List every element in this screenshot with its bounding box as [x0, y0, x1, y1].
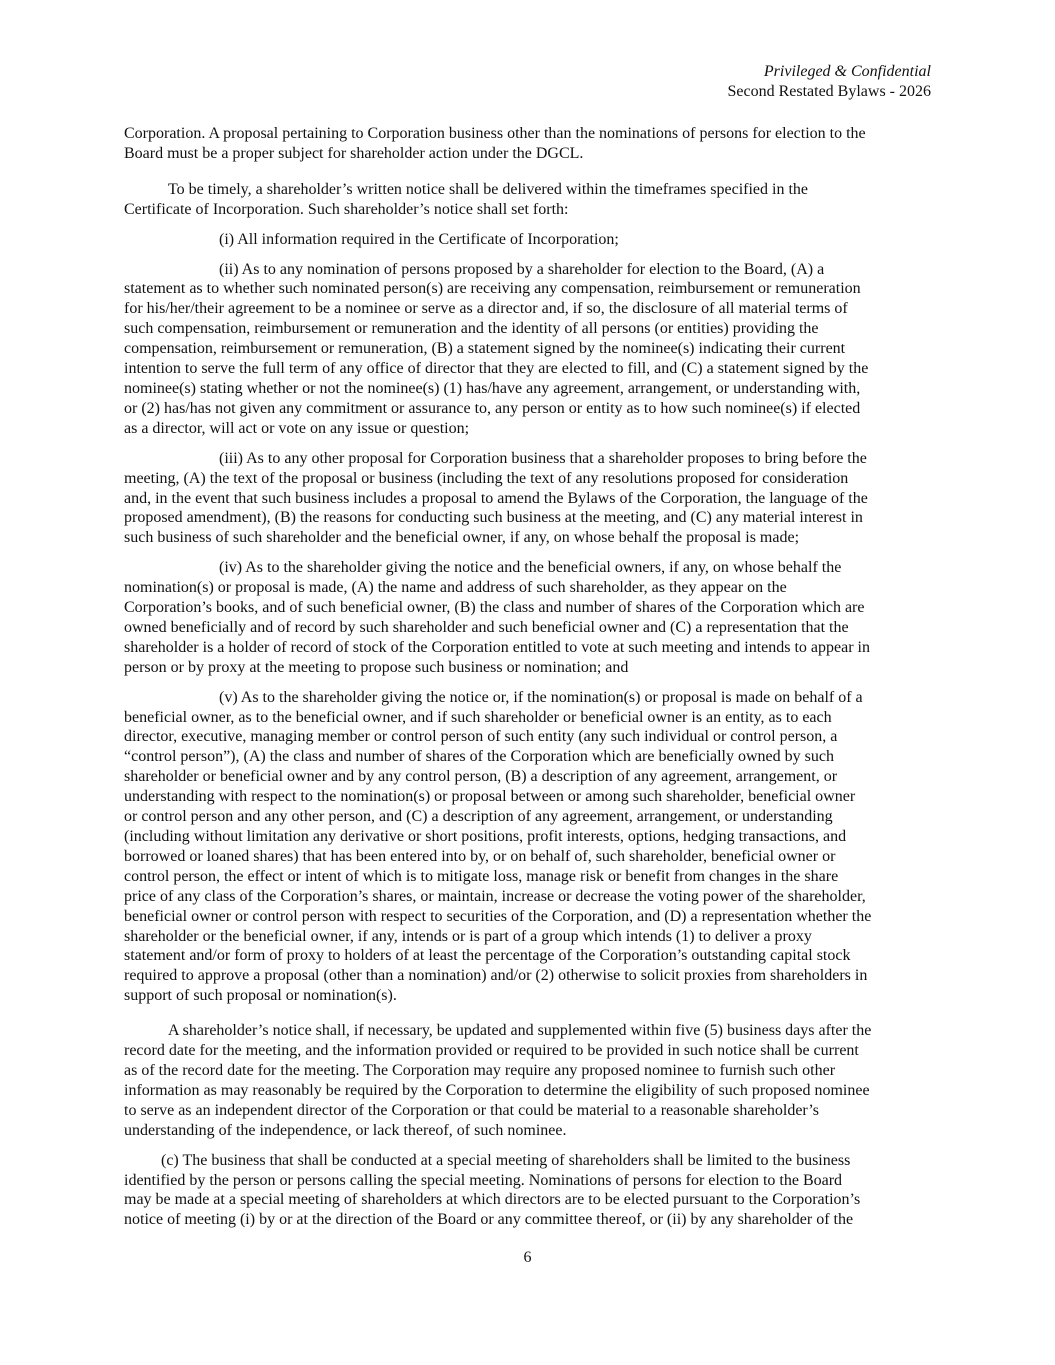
text-line: shareholder or the beneficial owner, if any, intends or is part of a group which intends (1) to deliver a proxy — [124, 927, 812, 945]
text-line: understanding of the independence, or lack thereof, of such nominee. — [124, 1121, 567, 1139]
paragraph-intro — [124, 124, 936, 164]
text-line: (v) As to the shareholder giving the notice or, if the nomination(s) or proposal is made on behalf of a — [219, 688, 863, 706]
text-line: notice of meeting (i) by or at the direction of the Board or any committee thereof, or (ii) by any shareholder of the — [124, 1211, 854, 1229]
paragraph-item-i — [124, 230, 936, 250]
text-line: beneficial owner, as to the beneficial owner, and if such shareholder or beneficial owner is an entity, as to each — [124, 708, 832, 726]
text-line: (c) The business that shall be conducted at a special meeting of shareholders shall be limited to the business — [161, 1151, 851, 1169]
text-line: person or by proxy at the meeting to propose such business or nomination; and — [124, 658, 629, 676]
paragraph-item-ii — [124, 260, 936, 439]
text-line: statement as to whether such nominated person(s) are receiving any compensation, reimbursement or remuneration — [124, 280, 861, 298]
text-line: as of the record date for the meeting. The Corporation may require any proposed nominee to furnish such other — [124, 1061, 836, 1079]
text-line: statement and/or form of proxy to holders of at least the percentage of the Corporation’s outstanding capital stock — [124, 947, 851, 965]
text-line: (i) All information required in the Certificate of Incorporation; — [219, 230, 619, 248]
text-line: as a director, will act or vote on any issue or question; — [124, 419, 470, 437]
text-line: (including without limitation any derivative or short positions, profit interests, options, hedging transactions, and — [124, 828, 847, 845]
text-line: Corporation. A proposal pertaining to Corporation business other than the nominations of persons for election to the — [124, 125, 866, 142]
paragraph-special-meeting — [124, 1151, 936, 1231]
text-line: beneficial owner or control person with respect to securities of the Corporation, and (D) a representation whether the — [124, 907, 872, 925]
paragraph-item-v — [124, 688, 936, 1007]
text-line: director, executive, managing member or control person of such entity (any such individual or control person, a — [124, 728, 838, 746]
document-title-header: Second Restated Bylaws - 2026 — [727, 83, 931, 100]
text-line: required to approve a proposal (other than a nomination) and/or (2) otherwise to solicit proxies from shareholders in — [124, 967, 868, 985]
text-line: nomination(s) or proposal is made, (A) the name and address of such shareholder, as they appear on the — [124, 579, 787, 597]
text-line: (iv) As to the shareholder giving the notice and the beneficial owners, if any, on whose behalf the — [219, 559, 842, 577]
text-line: for his/her/their agreement to be a nominee or serve as a director and, if so, the disclosure of all material terms of — [124, 300, 848, 318]
text-line: such business of such shareholder and the beneficial owner, if any, on whose behalf the proposal is made; — [124, 529, 800, 547]
paragraph-item-iv — [124, 558, 936, 677]
text-line: meeting, (A) the text of the proposal or business (including the text of any resolutions proposed for consideration — [124, 469, 849, 487]
text-line: A shareholder’s notice shall, if necessary, be updated and supplemented within five (5) business days after the — [168, 1022, 872, 1040]
text-line: such compensation, reimbursement or remuneration and the identity of all persons (or entities) providing the — [124, 320, 819, 338]
text-line: Corporation’s books, and of such beneficial owner, (B) the class and number of shares of the Corporation which are — [124, 599, 865, 617]
text-line: “control person”), (A) the class and number of shares of the Corporation which are beneficially owned by such — [124, 748, 834, 766]
text-line: compensation, reimbursement or remuneration, (B) a statement signed by the nominee(s) indicating their current — [124, 340, 846, 358]
text-line: or (2) has/has not given any commitment or assurance to, any person or entity as to how such nominee(s) if elected — [124, 399, 861, 417]
text-line: borrowed or loaned shares) that has been entered into by, or on behalf of, such shareholder, beneficial owner or — [124, 847, 836, 865]
text-line: support of such proposal or nomination(s). — [124, 987, 397, 1005]
text-line: owned beneficially and of record by such shareholder and such beneficial owner and (C) a representation that the — [124, 618, 849, 636]
confidentiality-header: Privileged & Confidential — [763, 63, 931, 80]
document-body — [124, 124, 936, 1230]
page-number: 6 — [523, 1249, 532, 1266]
text-line: (ii) As to any nomination of persons proposed by a shareholder for election to the Board, (A) a — [219, 260, 825, 278]
text-line: proposed amendment), (B) the reasons for conducting such business at the meeting, and (C) any material interest in — [124, 509, 863, 527]
text-line: identified by the person or persons calling the special meeting. Nominations of persons for election to the Board — [124, 1171, 843, 1189]
text-line: record date for the meeting, and the information provided or required to be provided in such notice shall be current — [124, 1042, 859, 1060]
text-line: shareholder is a holder of record of stock of the Corporation entitled to vote at such meeting and intends to appear in — [124, 638, 870, 656]
paragraph-timely-notice — [124, 180, 936, 220]
text-line: may be made at a special meeting of shareholders at which directors are to be elected pursuant to the Corporation’s — [124, 1191, 861, 1209]
text-line: intention to serve the full term of any office of director that they are elected to fill, and (C) a statement signed by the — [124, 360, 869, 378]
text-line: price of any class of the Corporation’s shares, or maintain, increase or decrease the voting power of the shareholder, — [124, 887, 866, 905]
text-line: to serve as an independent director of the Corporation or that could be material to a reasonable shareholder’s — [124, 1101, 820, 1119]
paragraph-notice-update — [124, 1021, 936, 1140]
text-line: (iii) As to any other proposal for Corporation business that a shareholder proposes to bring before the — [219, 449, 867, 467]
text-line: Board must be a proper subject for shareholder action under the DGCL. — [124, 144, 584, 162]
text-line: understanding with respect to the nomination(s) or proposal between or among such shareholder, beneficial owner — [124, 788, 856, 806]
paragraph-item-iii — [124, 449, 936, 549]
text-line: information as may reasonably be required by the Corporation to determine the eligibility of such proposed nominee — [124, 1081, 870, 1099]
text-line: shareholder or beneficial owner and by any control person, (B) a description of any agreement, arrangement, or — [124, 768, 838, 786]
text-line: nominee(s) stating whether or not the nominee(s) (1) has/have any agreement, arrangement, or understanding with, — [124, 379, 861, 397]
text-line: To be timely, a shareholder’s written notice shall be delivered within the timeframes specified in the — [168, 180, 809, 198]
text-line: control person, the effect or intent of which is to mitigate loss, manage risk or benefit from changes in the share — [124, 867, 839, 885]
text-line: and, in the event that such business includes a proposal to amend the Bylaws of the Corporation, the language of the — [124, 489, 868, 507]
text-line: Certificate of Incorporation. Such shareholder’s notice shall set forth: — [124, 200, 569, 218]
text-line: or control person and any other person, and (C) a description of any agreement, arrangement, or understanding — [124, 808, 833, 826]
